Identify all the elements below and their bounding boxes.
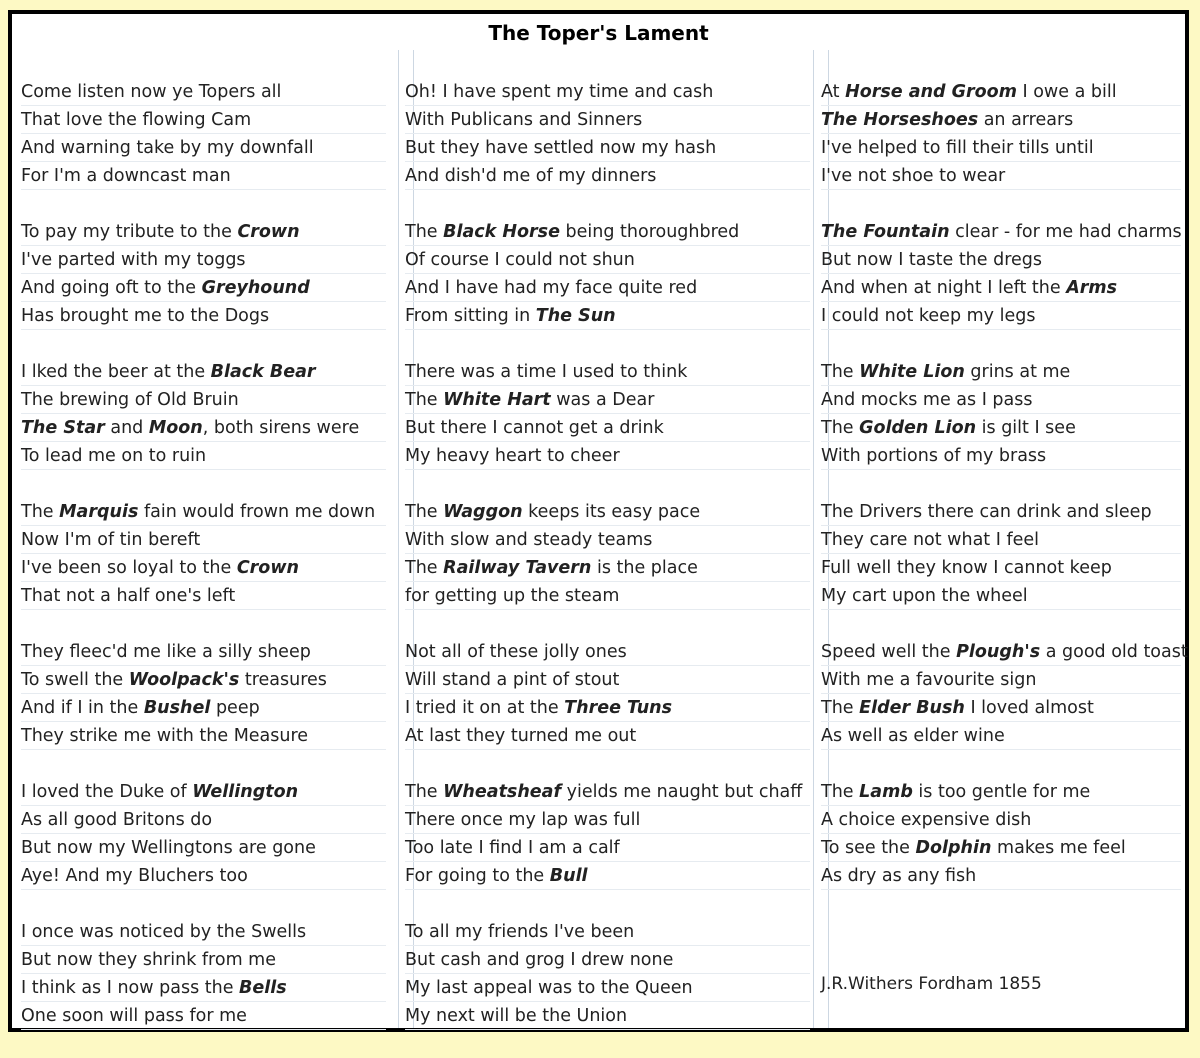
poem-line bbox=[405, 274, 810, 302]
line-text: A choice expensive dish bbox=[821, 810, 1032, 830]
line-text: I tried it on at the bbox=[405, 698, 565, 718]
line-text: Now I'm of tin bereft bbox=[21, 530, 201, 550]
poem-line bbox=[821, 218, 1181, 246]
pub-name: Bull bbox=[549, 866, 588, 886]
poem-column-1 bbox=[21, 78, 386, 1058]
line-text: But they have settled now my hash bbox=[405, 138, 717, 158]
poem-line bbox=[21, 918, 386, 946]
line-text: The bbox=[821, 698, 860, 718]
poem-line bbox=[405, 694, 810, 722]
poem-line bbox=[21, 442, 386, 470]
line-text: And if I in the bbox=[21, 698, 144, 718]
poem-line bbox=[21, 582, 386, 610]
line-text: I loved almost bbox=[964, 698, 1094, 718]
line-text: Aye! And my Bluchers too bbox=[21, 866, 248, 886]
poem-line bbox=[821, 778, 1181, 806]
poem-sheet bbox=[8, 10, 1189, 1032]
poem-line bbox=[405, 302, 810, 330]
poem-column-3 bbox=[821, 78, 1188, 918]
line-text: They care not what I feel bbox=[821, 530, 1040, 550]
poem-line bbox=[21, 1002, 386, 1030]
poem-line bbox=[21, 862, 386, 890]
line-text: To pay my tribute to the bbox=[21, 222, 238, 242]
poem-line bbox=[405, 638, 810, 666]
line-text: and bbox=[104, 418, 149, 438]
line-text: was a Dear bbox=[550, 390, 655, 410]
poem-line bbox=[821, 302, 1181, 330]
line-text: The bbox=[405, 502, 444, 522]
poem-line bbox=[405, 358, 810, 386]
line-text: I could not keep my legs bbox=[821, 306, 1036, 326]
stanza bbox=[821, 778, 1181, 918]
line-text: The bbox=[405, 390, 444, 410]
poem-line bbox=[21, 666, 386, 694]
poem-line bbox=[21, 358, 386, 386]
line-text: Speed well the bbox=[821, 642, 957, 662]
line-text: Has brought me to the Dogs bbox=[21, 306, 270, 326]
line-text: The bbox=[821, 362, 860, 382]
stanza bbox=[405, 78, 810, 218]
poem-line bbox=[405, 834, 810, 862]
line-text: But there I cannot get a drink bbox=[405, 418, 664, 438]
line-text: a good old toast bbox=[1040, 642, 1188, 662]
line-text: With Publicans and Sinners bbox=[405, 110, 643, 130]
line-text: But now they shrink from me bbox=[21, 950, 276, 970]
line-text: But now I taste the dregs bbox=[821, 250, 1043, 270]
line-text: And dish'd me of my dinners bbox=[405, 166, 657, 186]
pub-name: Dolphin bbox=[915, 838, 992, 858]
line-text: My last appeal was to the Queen bbox=[405, 978, 693, 998]
pub-name: Golden Lion bbox=[859, 418, 977, 438]
poem-line bbox=[21, 162, 386, 190]
line-text: Will stand a pint of stout bbox=[405, 670, 620, 690]
stanza bbox=[21, 498, 386, 638]
poem-line bbox=[405, 862, 810, 890]
poem-line bbox=[21, 974, 386, 1002]
poem-line bbox=[405, 918, 810, 946]
poem-line bbox=[821, 274, 1181, 302]
stanza bbox=[21, 358, 386, 498]
poem-line bbox=[821, 106, 1181, 134]
poem-line bbox=[405, 106, 810, 134]
poem-line bbox=[405, 778, 810, 806]
poem-line bbox=[405, 442, 810, 470]
pub-name: Horse and Groom bbox=[845, 82, 1017, 102]
line-text: being thoroughbred bbox=[559, 222, 740, 242]
pub-name: The Star bbox=[21, 418, 105, 438]
line-text: Oh! I have spent my time and cash bbox=[405, 82, 714, 102]
line-text: There was a time I used to think bbox=[405, 362, 688, 382]
line-text: My next will be the Union bbox=[405, 1006, 628, 1026]
pub-name: Waggon bbox=[443, 502, 523, 522]
poem-line bbox=[821, 582, 1181, 610]
pub-name: Railway Tavern bbox=[443, 558, 592, 578]
stanza bbox=[405, 638, 810, 778]
stanza bbox=[405, 358, 810, 498]
pub-name: Crown bbox=[237, 222, 300, 242]
stanza bbox=[21, 778, 386, 918]
stanza bbox=[21, 218, 386, 358]
line-text: With slow and steady teams bbox=[405, 530, 653, 550]
pub-name: Bushel bbox=[143, 698, 211, 718]
poem-line bbox=[21, 218, 386, 246]
line-text: For I'm a downcast man bbox=[21, 166, 231, 186]
poem-line bbox=[21, 302, 386, 330]
poem-line bbox=[405, 414, 810, 442]
stanza bbox=[821, 218, 1181, 358]
pub-name: The Fountain bbox=[821, 222, 950, 242]
pub-name: White Hart bbox=[443, 390, 551, 410]
poem-line bbox=[821, 554, 1181, 582]
poem-line bbox=[405, 722, 810, 750]
line-text: grins at me bbox=[964, 362, 1071, 382]
pub-name: Wellington bbox=[192, 782, 299, 802]
line-text: fain would frown me down bbox=[138, 502, 376, 522]
stanza bbox=[405, 918, 810, 1058]
poem-line bbox=[405, 1002, 810, 1030]
pub-name: Greyhound bbox=[201, 278, 310, 298]
line-text: , both sirens were bbox=[202, 418, 360, 438]
stanza bbox=[21, 78, 386, 218]
line-text: I loved the Duke of bbox=[21, 782, 193, 802]
line-text: The bbox=[21, 502, 60, 522]
line-text: I once was noticed by the Swells bbox=[21, 922, 307, 942]
pub-name: Plough's bbox=[956, 642, 1041, 662]
line-text: I've parted with my toggs bbox=[21, 250, 246, 270]
stanza bbox=[821, 358, 1181, 498]
poem-line bbox=[21, 414, 386, 442]
line-text: clear - for me had charms bbox=[949, 222, 1182, 242]
line-text: At last they turned me out bbox=[405, 726, 637, 746]
line-text: Too late I find I am a calf bbox=[405, 838, 620, 858]
poem-line bbox=[405, 946, 810, 974]
poem-line bbox=[821, 78, 1181, 106]
grid-column-line bbox=[398, 50, 399, 1028]
line-text: My cart upon the wheel bbox=[821, 586, 1028, 606]
stanza bbox=[21, 918, 386, 1058]
line-text: makes me feel bbox=[991, 838, 1126, 858]
line-text: I've not shoe to wear bbox=[821, 166, 1006, 186]
line-text: for getting up the steam bbox=[405, 586, 620, 606]
poem-line bbox=[821, 162, 1181, 190]
line-text: At bbox=[821, 82, 846, 102]
pub-name: Moon bbox=[148, 418, 203, 438]
line-text: The bbox=[405, 222, 444, 242]
line-text: With portions of my brass bbox=[821, 446, 1047, 466]
poem-line bbox=[821, 694, 1181, 722]
line-text: And warning take by my downfall bbox=[21, 138, 314, 158]
stanza bbox=[821, 498, 1181, 638]
poem-line bbox=[21, 498, 386, 526]
stanza bbox=[821, 78, 1181, 218]
line-text: For going to the bbox=[405, 866, 550, 886]
poem-line bbox=[821, 442, 1181, 470]
poem-line bbox=[21, 694, 386, 722]
stanza bbox=[21, 638, 386, 778]
poem-line bbox=[821, 246, 1181, 274]
line-text: The brewing of Old Bruin bbox=[21, 390, 239, 410]
poem-line bbox=[405, 498, 810, 526]
line-text: As well as elder wine bbox=[821, 726, 1005, 746]
line-text: The Drivers there can drink and sleep bbox=[821, 502, 1152, 522]
poem-line bbox=[405, 246, 810, 274]
poem-line bbox=[21, 834, 386, 862]
line-text: To lead me on to ruin bbox=[21, 446, 207, 466]
poem-line bbox=[405, 554, 810, 582]
grid-column-line bbox=[813, 50, 814, 1028]
poem-line bbox=[21, 778, 386, 806]
line-text: The bbox=[821, 782, 860, 802]
line-text: But now my Wellingtons are gone bbox=[21, 838, 316, 858]
pub-name: Bells bbox=[239, 978, 287, 998]
poem-line bbox=[821, 358, 1181, 386]
pub-name: Crown bbox=[236, 558, 299, 578]
poem-line bbox=[405, 386, 810, 414]
line-text: an arrears bbox=[978, 110, 1074, 130]
line-text: As dry as any fish bbox=[821, 866, 977, 886]
poem-column-2 bbox=[405, 78, 810, 1058]
poem-line bbox=[21, 554, 386, 582]
pub-name: Wheatsheaf bbox=[443, 782, 562, 802]
poem-line bbox=[405, 218, 810, 246]
line-text: Not all of these jolly ones bbox=[405, 642, 627, 662]
stanza bbox=[405, 778, 810, 918]
line-text: treasures bbox=[239, 670, 327, 690]
line-text: They fleec'd me like a silly sheep bbox=[21, 642, 311, 662]
poem-line bbox=[821, 526, 1181, 554]
poem-line bbox=[405, 974, 810, 1002]
line-text: peep bbox=[210, 698, 260, 718]
poem-line bbox=[821, 414, 1181, 442]
poem-line bbox=[21, 638, 386, 666]
stanza bbox=[405, 498, 810, 638]
poem-line bbox=[21, 106, 386, 134]
poem-line bbox=[405, 78, 810, 106]
poem-line bbox=[21, 134, 386, 162]
line-text: And mocks me as I pass bbox=[821, 390, 1033, 410]
pub-name: Three Tuns bbox=[564, 698, 673, 718]
poem-line bbox=[821, 498, 1181, 526]
poem-line bbox=[21, 386, 386, 414]
pub-name: The Horseshoes bbox=[821, 110, 979, 130]
line-text: And going oft to the bbox=[21, 278, 202, 298]
poem-line bbox=[21, 722, 386, 750]
line-text: And I have had my face quite red bbox=[405, 278, 698, 298]
poem-line bbox=[21, 246, 386, 274]
line-text: But cash and grog I drew none bbox=[405, 950, 674, 970]
line-text: I owe a bill bbox=[1016, 82, 1117, 102]
line-text: One soon will pass for me bbox=[21, 1006, 247, 1026]
line-text: That love the flowing Cam bbox=[21, 110, 252, 130]
line-text: keeps its easy pace bbox=[522, 502, 701, 522]
poem-title: The Toper's Lament bbox=[488, 21, 709, 45]
line-text: From sitting in bbox=[405, 306, 536, 326]
poem-line bbox=[405, 162, 810, 190]
pub-name: Black Horse bbox=[443, 222, 560, 242]
line-text: My heavy heart to cheer bbox=[405, 446, 620, 466]
line-text: And when at night I left the bbox=[821, 278, 1067, 298]
pub-name: The Sun bbox=[535, 306, 616, 326]
poem-line bbox=[21, 806, 386, 834]
pub-name: Black Bear bbox=[210, 362, 316, 382]
poem-line bbox=[405, 134, 810, 162]
line-text: Of course I could not shun bbox=[405, 250, 635, 270]
poem-line bbox=[821, 862, 1181, 890]
pub-name: Arms bbox=[1066, 278, 1118, 298]
line-text: yields me naught but chaff bbox=[561, 782, 803, 802]
poem-line bbox=[405, 666, 810, 694]
line-text: There once my lap was full bbox=[405, 810, 641, 830]
line-text: The bbox=[405, 558, 444, 578]
pub-name: Lamb bbox=[859, 782, 913, 802]
line-text: The bbox=[821, 418, 860, 438]
line-text: I've helped to fill their tills until bbox=[821, 138, 1094, 158]
poem-line bbox=[21, 78, 386, 106]
line-text: I lked the beer at the bbox=[21, 362, 211, 382]
poem-line bbox=[21, 274, 386, 302]
line-text: They strike me with the Measure bbox=[21, 726, 309, 746]
line-text: To see the bbox=[821, 838, 916, 858]
line-text: To swell the bbox=[21, 670, 129, 690]
line-text: is too gentle for me bbox=[912, 782, 1091, 802]
line-text: The bbox=[405, 782, 444, 802]
line-text: I think as I now pass the bbox=[21, 978, 240, 998]
poem-line bbox=[405, 526, 810, 554]
stanza bbox=[821, 638, 1188, 778]
poem-line bbox=[405, 582, 810, 610]
poem-line bbox=[21, 526, 386, 554]
line-text: I've been so loyal to the bbox=[21, 558, 237, 578]
line-text: That not a half one's left bbox=[21, 586, 236, 606]
line-text: is gilt I see bbox=[976, 418, 1076, 438]
line-text: As all good Britons do bbox=[21, 810, 213, 830]
poem-line bbox=[821, 666, 1181, 694]
poem-line bbox=[821, 134, 1181, 162]
line-text: is the place bbox=[591, 558, 698, 578]
line-text: With me a favourite sign bbox=[821, 670, 1037, 690]
poem-line bbox=[405, 806, 810, 834]
pub-name: Marquis bbox=[59, 502, 139, 522]
signature: J.R.Withers Fordham 1855 bbox=[821, 974, 1042, 994]
line-text: Full well they know I cannot keep bbox=[821, 558, 1112, 578]
poem-line bbox=[21, 946, 386, 974]
poem-line bbox=[821, 722, 1181, 750]
line-text: Come listen now ye Topers all bbox=[21, 82, 282, 102]
poem-line bbox=[821, 806, 1181, 834]
stanza bbox=[405, 218, 810, 358]
pub-name: Elder Bush bbox=[859, 698, 965, 718]
poem-line bbox=[821, 834, 1181, 862]
pub-name: White Lion bbox=[859, 362, 965, 382]
pub-name: Woolpack's bbox=[128, 670, 240, 690]
poem-line bbox=[821, 386, 1181, 414]
line-text: To all my friends I've been bbox=[405, 922, 635, 942]
poem-line bbox=[821, 638, 1188, 666]
